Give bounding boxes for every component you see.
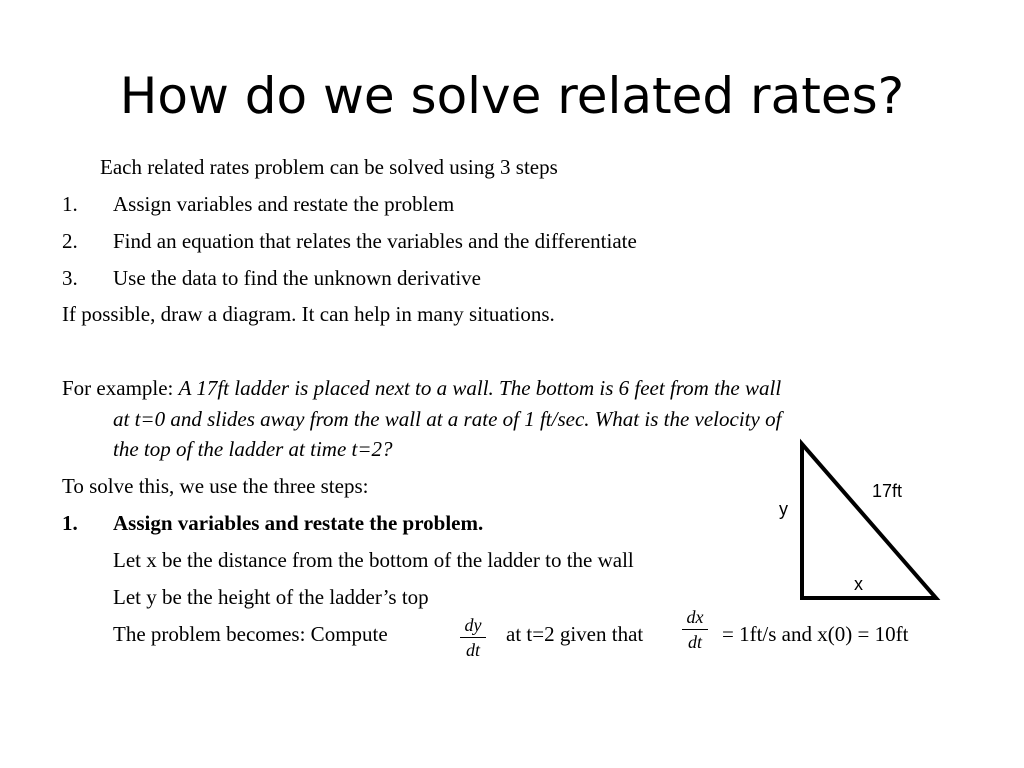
bold-step-number: 1.	[62, 511, 78, 535]
slide-title: How do we solve related rates?	[119, 67, 905, 125]
fraction-dy-numerator: dy	[464, 615, 482, 635]
step-text-3: Use the data to find the unknown derivative	[113, 266, 481, 290]
problem-prefix: The problem becomes: Compute	[113, 622, 388, 646]
fraction-dt-denominator: dt	[687, 632, 702, 652]
fraction-dy-dt	[458, 614, 488, 661]
fraction-bar	[460, 637, 486, 638]
fraction-dx-dt	[680, 606, 710, 653]
step-text-2: Find an equation that relates the variables and the differentiate	[113, 229, 637, 253]
solve-intro: To solve this, we use the three steps:	[62, 474, 369, 498]
label-y: y	[779, 499, 788, 519]
intro-text: Each related rates problem can be solved using 3 steps	[100, 155, 558, 179]
ladder-triangle-diagram	[770, 436, 970, 611]
fraction-bar	[682, 629, 708, 630]
step-text-1: Assign variables and restate the problem	[113, 192, 455, 216]
problem-middle: at t=2 given that	[506, 622, 644, 646]
label-x: x	[854, 574, 863, 594]
step-number-3: 3.	[62, 266, 78, 290]
label-hypotenuse: 17ft	[872, 481, 903, 501]
fraction-dt-denominator: dt	[465, 640, 480, 660]
example-prefix: For example:	[62, 376, 179, 400]
step-number-1: 1.	[62, 192, 78, 216]
example-problem-line-3: the top of the ladder at time t=2?	[113, 437, 393, 461]
let-y-text: Let y be the height of the ladder’s top	[113, 585, 429, 609]
example-problem-line-2: at t=0 and slides away from the wall at a rate of 1 ft/sec. What is the velocity of	[113, 407, 782, 431]
example-line-1	[62, 373, 781, 404]
diagram-note: If possible, draw a diagram. It can help in many situations.	[62, 302, 555, 326]
fraction-dx-numerator: dx	[686, 607, 704, 627]
problem-suffix: = 1ft/s and x(0) = 10ft	[722, 622, 909, 646]
bold-step-text: Assign variables and restate the problem.	[113, 511, 484, 535]
right-triangle	[802, 444, 936, 598]
example-problem-line-1: A 17ft ladder is placed next to a wall. The bottom is 6 feet from the wall	[178, 376, 782, 400]
step-number-2: 2.	[62, 229, 78, 253]
let-x-text: Let x be the distance from the bottom of the ladder to the wall	[113, 548, 634, 572]
